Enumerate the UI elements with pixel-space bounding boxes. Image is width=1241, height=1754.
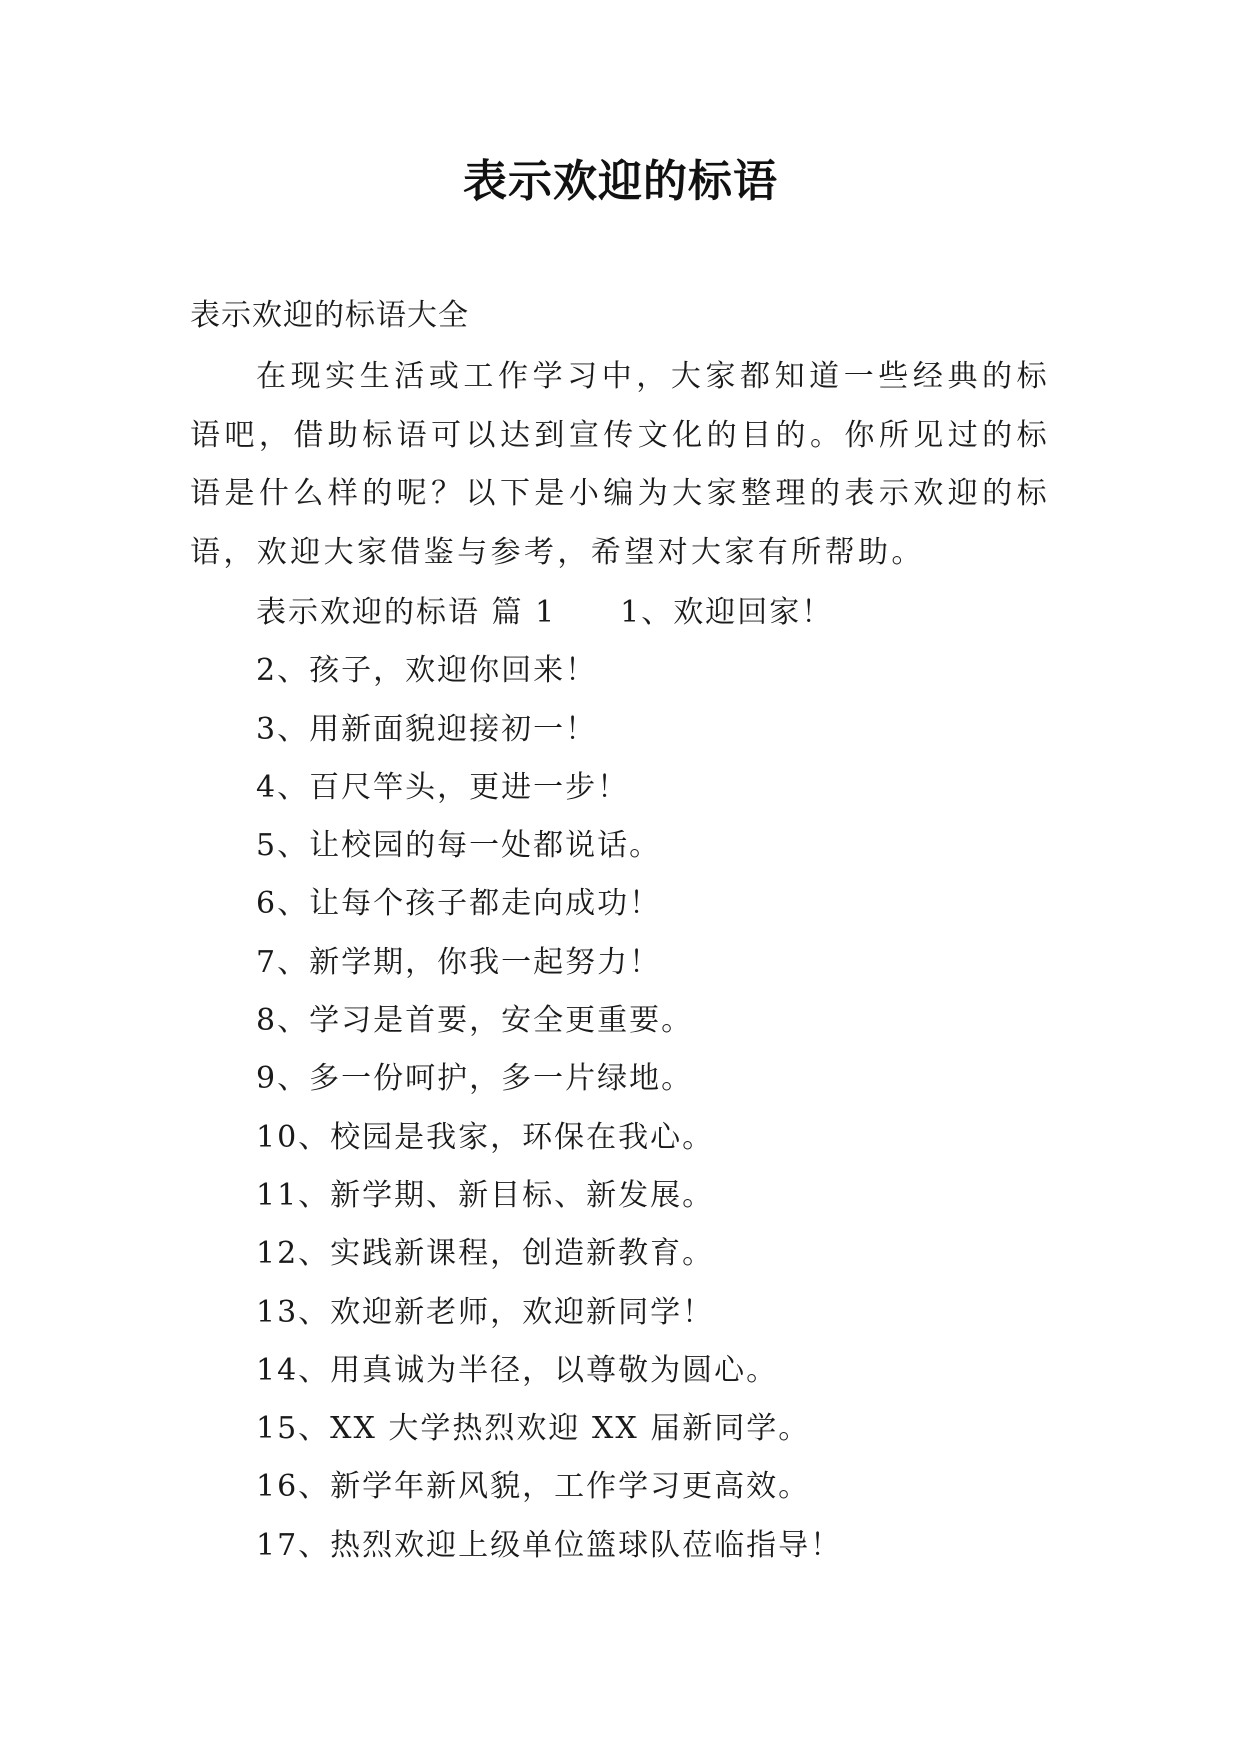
document-subtitle: 表示欢迎的标语大全	[190, 298, 469, 333]
list-item	[256, 584, 1056, 642]
list-item: 8、学习是首要，安全更重要。	[256, 1003, 694, 1039]
list-item: 3、用新面貌迎接初一！	[256, 711, 598, 747]
list-item: 13、欢迎新老师，欢迎新同学！	[256, 1294, 715, 1330]
list-item: 6、让每个孩子都走向成功！	[256, 886, 662, 922]
section-heading: 表示欢迎的标语 篇 1	[256, 595, 557, 630]
list-item: 7、新学期，你我一起努力！	[256, 944, 662, 980]
document-title: 表示欢迎的标语	[463, 156, 778, 207]
list-item: 15、XX 大学热烈欢迎 XX 届新同学。	[256, 1411, 811, 1447]
list-item: 11、新学期、新目标、新发展。	[256, 1177, 715, 1213]
list-item: 10、校园是我家，环保在我心。	[256, 1119, 715, 1155]
slogan-list	[256, 584, 1056, 1575]
list-item: 5、让校园的每一处都说话。	[256, 828, 662, 864]
list-item: 12、实践新课程，创造新教育。	[256, 1236, 715, 1272]
list-item: 9、多一份呵护，多一片绿地。	[256, 1061, 694, 1097]
slogan-text: 1、欢迎回家！	[620, 595, 834, 630]
list-item: 4、百尺竿头，更进一步！	[256, 769, 630, 805]
list-item: 14、用真诚为半径，以尊敬为圆心。	[256, 1352, 779, 1388]
list-item: 2、孩子，欢迎你回来！	[256, 653, 598, 689]
list-item: 16、新学年新风貌，工作学习更高效。	[256, 1469, 811, 1505]
intro-paragraph: 在现实生活或工作学习中，大家都知道一些经典的标语吧，借助标语可以达到宣传文化的目的。你所见过的标语是什么样的呢？以下是小编为大家整理的表示欢迎的标语，欢迎大家借鉴与参考，希望对大家有所帮助。	[190, 359, 1050, 570]
list-item: 17、热烈欢迎上级单位篮球队莅临指导！	[256, 1527, 843, 1563]
